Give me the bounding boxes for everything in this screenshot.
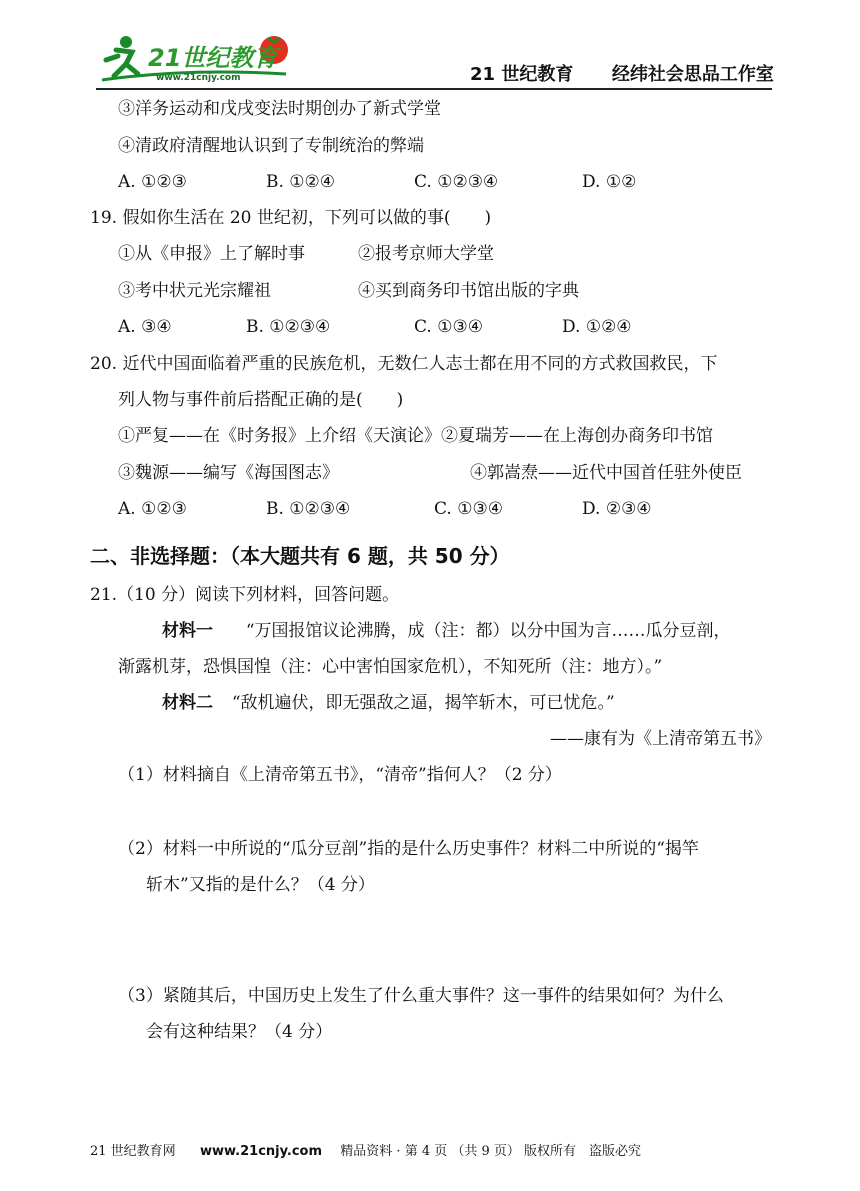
q19-option-a: A. ③④ <box>118 317 172 337</box>
q20-option-c: C. ①③④ <box>434 499 503 519</box>
q20-items-1-2: ①严复——在《时务报》上介绍《天演论》②夏瑞芳——在上海创办商务印书馆 <box>118 426 713 446</box>
q19-option-b: B. ①②③④ <box>246 317 331 337</box>
q19-stem: 19. 假如你生活在 20 世纪初，下列可以做的事( ) <box>90 208 492 228</box>
q18-item-4: ④清政府清醒地认识到了专制统治的弊端 <box>118 136 424 156</box>
q20-stem-line-2: 列人物与事件前后搭配正确的是( ) <box>118 390 404 410</box>
header-brand: 21 世纪教育 <box>470 64 574 85</box>
q21-stem: 21.（10 分）阅读下列材料，回答问题。 <box>90 585 400 605</box>
q20-option-d: D. ②③④ <box>582 499 652 519</box>
q19-option-c: C. ①③④ <box>414 317 483 337</box>
material-1-text-line-2: 渐露机芽，恐惧国惶（注：心中害怕国家危机），不知死所（注：地方）。” <box>118 657 663 677</box>
q21-sub-question-2-line-1: （2）材料一中所说的“瓜分豆剖”指的是什么历史事件？材料二中所说的“揭竿 <box>118 839 699 859</box>
header-title <box>470 60 774 86</box>
section-2-title: 二、非选择题：（本大题共有 6 题，共 50 分） <box>90 544 510 568</box>
q20-option-a: A. ①②③ <box>118 499 187 519</box>
q21-sub-question-3-line-2: 会有这种结果？（4 分） <box>146 1022 333 1042</box>
q18-item-3: ③洋务运动和戊戌变法时期创办了新式学堂 <box>118 99 441 119</box>
q19-item-4: ④买到商务印书馆出版的字典 <box>358 281 579 301</box>
q18-option-a: A. ①②③ <box>118 172 187 192</box>
footer-info: 精品资料 · 第 4 页 （共 9 页） 版权所有 盗版必究 <box>340 1144 642 1159</box>
page-footer <box>90 1140 641 1159</box>
q18-option-d: D. ①② <box>582 172 637 192</box>
q21-sub-question-3-line-1: （3）紧随其后，中国历史上发生了什么重大事件？这一事件的结果如何？为什么 <box>118 986 724 1006</box>
q20-item-3: ③魏源——编写《海国图志》 <box>118 463 339 483</box>
header-studio: 经纬社会思品工作室 <box>611 64 774 85</box>
q20-stem-line-1: 20. 近代中国面临着严重的民族危机，无数仁人志士都在用不同的方式救国救民，下 <box>90 354 718 374</box>
q21-sub-question-1: （1）材料摘自《上清帝第五书》，“清帝”指何人？（2 分） <box>118 765 562 785</box>
q20-item-4: ④郭嵩焘——近代中国首任驻外使臣 <box>470 463 742 483</box>
logo-url: www.21cnjy.com <box>156 73 241 83</box>
q20-option-b: B. ①②③④ <box>266 499 351 519</box>
q19-option-d: D. ①②④ <box>562 317 632 337</box>
q19-item-3: ③考中状元光宗耀祖 <box>118 281 271 301</box>
header-divider <box>96 88 772 90</box>
material-2-text: “敌机遍伏，即无强敌之逼，揭竿斩木，可已忧危。” <box>231 693 615 713</box>
q19-item-1: ①从《申报》上了解时事 <box>118 244 305 264</box>
q18-option-b: B. ①②④ <box>266 172 336 192</box>
q21-sub-question-2-line-2: 斩木”又指的是什么？（4 分） <box>146 875 375 895</box>
material-source: ——康有为《上清帝第五书》 <box>550 729 771 749</box>
q21-material-1 <box>162 620 731 642</box>
q18-option-c: C. ①②③④ <box>414 172 499 192</box>
material-2-label: 材料二 <box>162 693 213 713</box>
material-1-label: 材料一 <box>162 621 213 641</box>
runner-logo-icon <box>96 30 296 86</box>
material-1-text-line-1: “万国报馆议论沸腾，成（注：都）以分中国为言……瓜分豆剖， <box>245 621 731 641</box>
q21-material-2 <box>162 692 615 714</box>
header-logo <box>96 30 296 86</box>
logo-text: 21世纪教育 <box>148 44 278 72</box>
q19-item-2: ②报考京师大学堂 <box>358 244 494 264</box>
footer-org: 21 世纪教育网 <box>90 1144 176 1159</box>
footer-site-link[interactable]: www.21cnjy.com <box>199 1144 323 1159</box>
